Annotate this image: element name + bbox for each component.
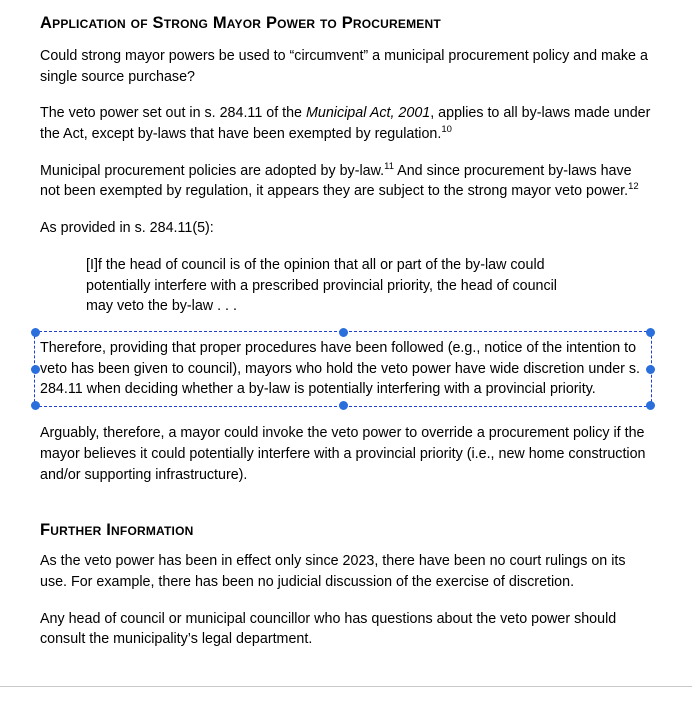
paragraph-arguably: Arguably, therefore, a mayor could invoke the veto power to override a procurement policy if the mayor believes it could potentially interfere with a provincial priority (i.e., new home construction and/or supporting infrastructure). [40,425,646,483]
selection-handle-bottom-center[interactable] [339,401,348,410]
paragraph-question: Could strong mayor powers be used to “circumvent” a municipal procurement policy and make a single source purchase? [40,47,648,85]
footnote-marker-10: 10 [441,124,452,136]
selection-handle-bottom-left[interactable] [31,401,40,410]
selected-text-box[interactable] [34,331,652,407]
procurement-text-part2: And since procurement by-laws have not been exempted by regulation, it appears they are subject to the strong mayor veto power. [40,162,632,200]
paragraph-legal-department: Any head of council or municipal councillor who has questions about the veto power should consult the municipality’s legal department. [40,610,617,648]
selection-handle-middle-left[interactable] [31,365,40,374]
selection-handle-middle-right[interactable] [646,365,655,374]
section-spacer [40,501,652,521]
page-footer-band [0,687,692,701]
footnote-marker-11: 11 [384,160,394,172]
paragraph-as-provided: As provided in s. 284.11(5): [40,220,214,237]
footnote-marker-12: 12 [628,181,639,193]
section-title-further-information: Further Information [40,521,194,540]
selection-handle-top-right[interactable] [646,328,655,337]
veto-text-part1: The veto power set out in s. 284.11 of the [40,105,306,122]
veto-text-part2: , applies to all by-laws made under the Act, except by-laws that have been exempted by regulation. [40,105,651,142]
selection-handle-bottom-right[interactable] [646,401,655,410]
blockquote-statute: [I]f the head of council is of the opinion that all or part of the by-law could potentially interfere with a prescribed provincial priority, the head of council may veto the by-law . . . [86,256,557,315]
selection-handle-top-left[interactable] [31,328,40,337]
page-title: Application of Strong Mayor Power to Procurement [40,14,441,32]
act-title: Municipal Act, 2001 [305,105,431,122]
document-content [40,14,652,650]
paragraph-veto-power [40,103,652,144]
paragraph-procurement-policies [40,161,652,202]
paragraph-selected: Therefore, providing that proper procedures have been followed (e.g., notice of the intention to veto has been given to council), mayors who hold the veto power have wide discretion under s. 284.11 when deciding whether a by-law is potentially interfering with a provincial priority. [40,339,641,398]
paragraph-no-court-rulings: As the veto power has been in effect only since 2023, there have been no court rulings on its use. For example, there has been no judicial discussion of the exercise of discretion. [40,553,626,590]
procurement-text-part1: Municipal procurement policies are adopted by by-law. [40,162,385,179]
selection-handle-top-center[interactable] [339,328,348,337]
